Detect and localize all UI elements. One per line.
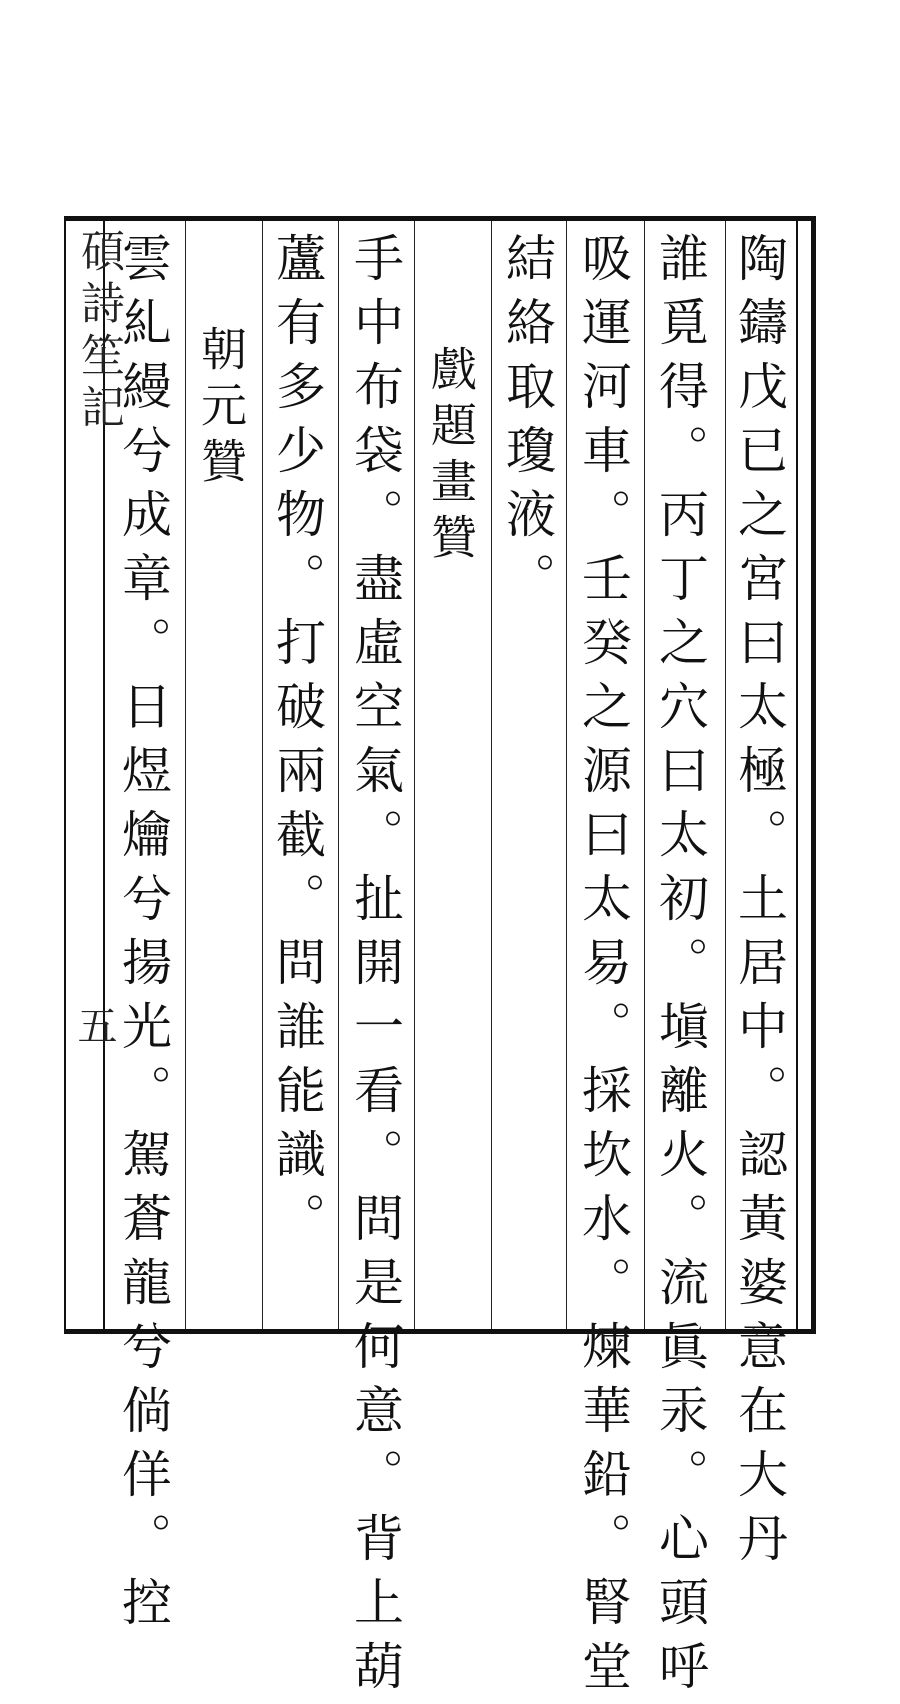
- column-rule: [185, 221, 186, 1329]
- column-rule: [566, 221, 567, 1329]
- column-rule: [262, 221, 263, 1329]
- column-rule: [414, 221, 415, 1329]
- text-column-4: 結絡取瓊液。: [498, 232, 556, 616]
- column-rule: [338, 221, 339, 1329]
- page-number: 五: [71, 1005, 117, 1045]
- heading-xi-ti-hua-zan: 戲題畫贊: [424, 345, 478, 569]
- column-rule: [725, 221, 726, 1329]
- margin-book-title: 碩詩笙記: [73, 228, 124, 436]
- text-column-6: 手中布袋。盡虛空氣。扯開一看。問是何意。背上葫: [346, 232, 404, 1704]
- text-column-9: 雲糺縵兮成章。日煜爚兮揚光。駕蒼龍兮倘佯。控: [114, 232, 172, 1640]
- text-column-2: 誰覓得。丙丁之穴曰太初。塡離火。流眞汞。心頭呼: [651, 232, 709, 1704]
- column-rule: [644, 221, 645, 1329]
- text-column-1: 陶鑄戊已之宮曰太極。土居中。認黃婆意在大丹: [730, 232, 788, 1576]
- text-column-7: 蘆有多少物。打破兩截。問誰能識。: [268, 232, 326, 1256]
- column-rule: [491, 221, 492, 1329]
- frame-inner-rule-right: [796, 216, 798, 1334]
- text-column-3: 吸運河車。壬癸之源曰太易。採坎水。煉華鉛。腎堂: [574, 232, 632, 1704]
- heading-chao-yuan-zan: 朝元贊: [194, 325, 248, 493]
